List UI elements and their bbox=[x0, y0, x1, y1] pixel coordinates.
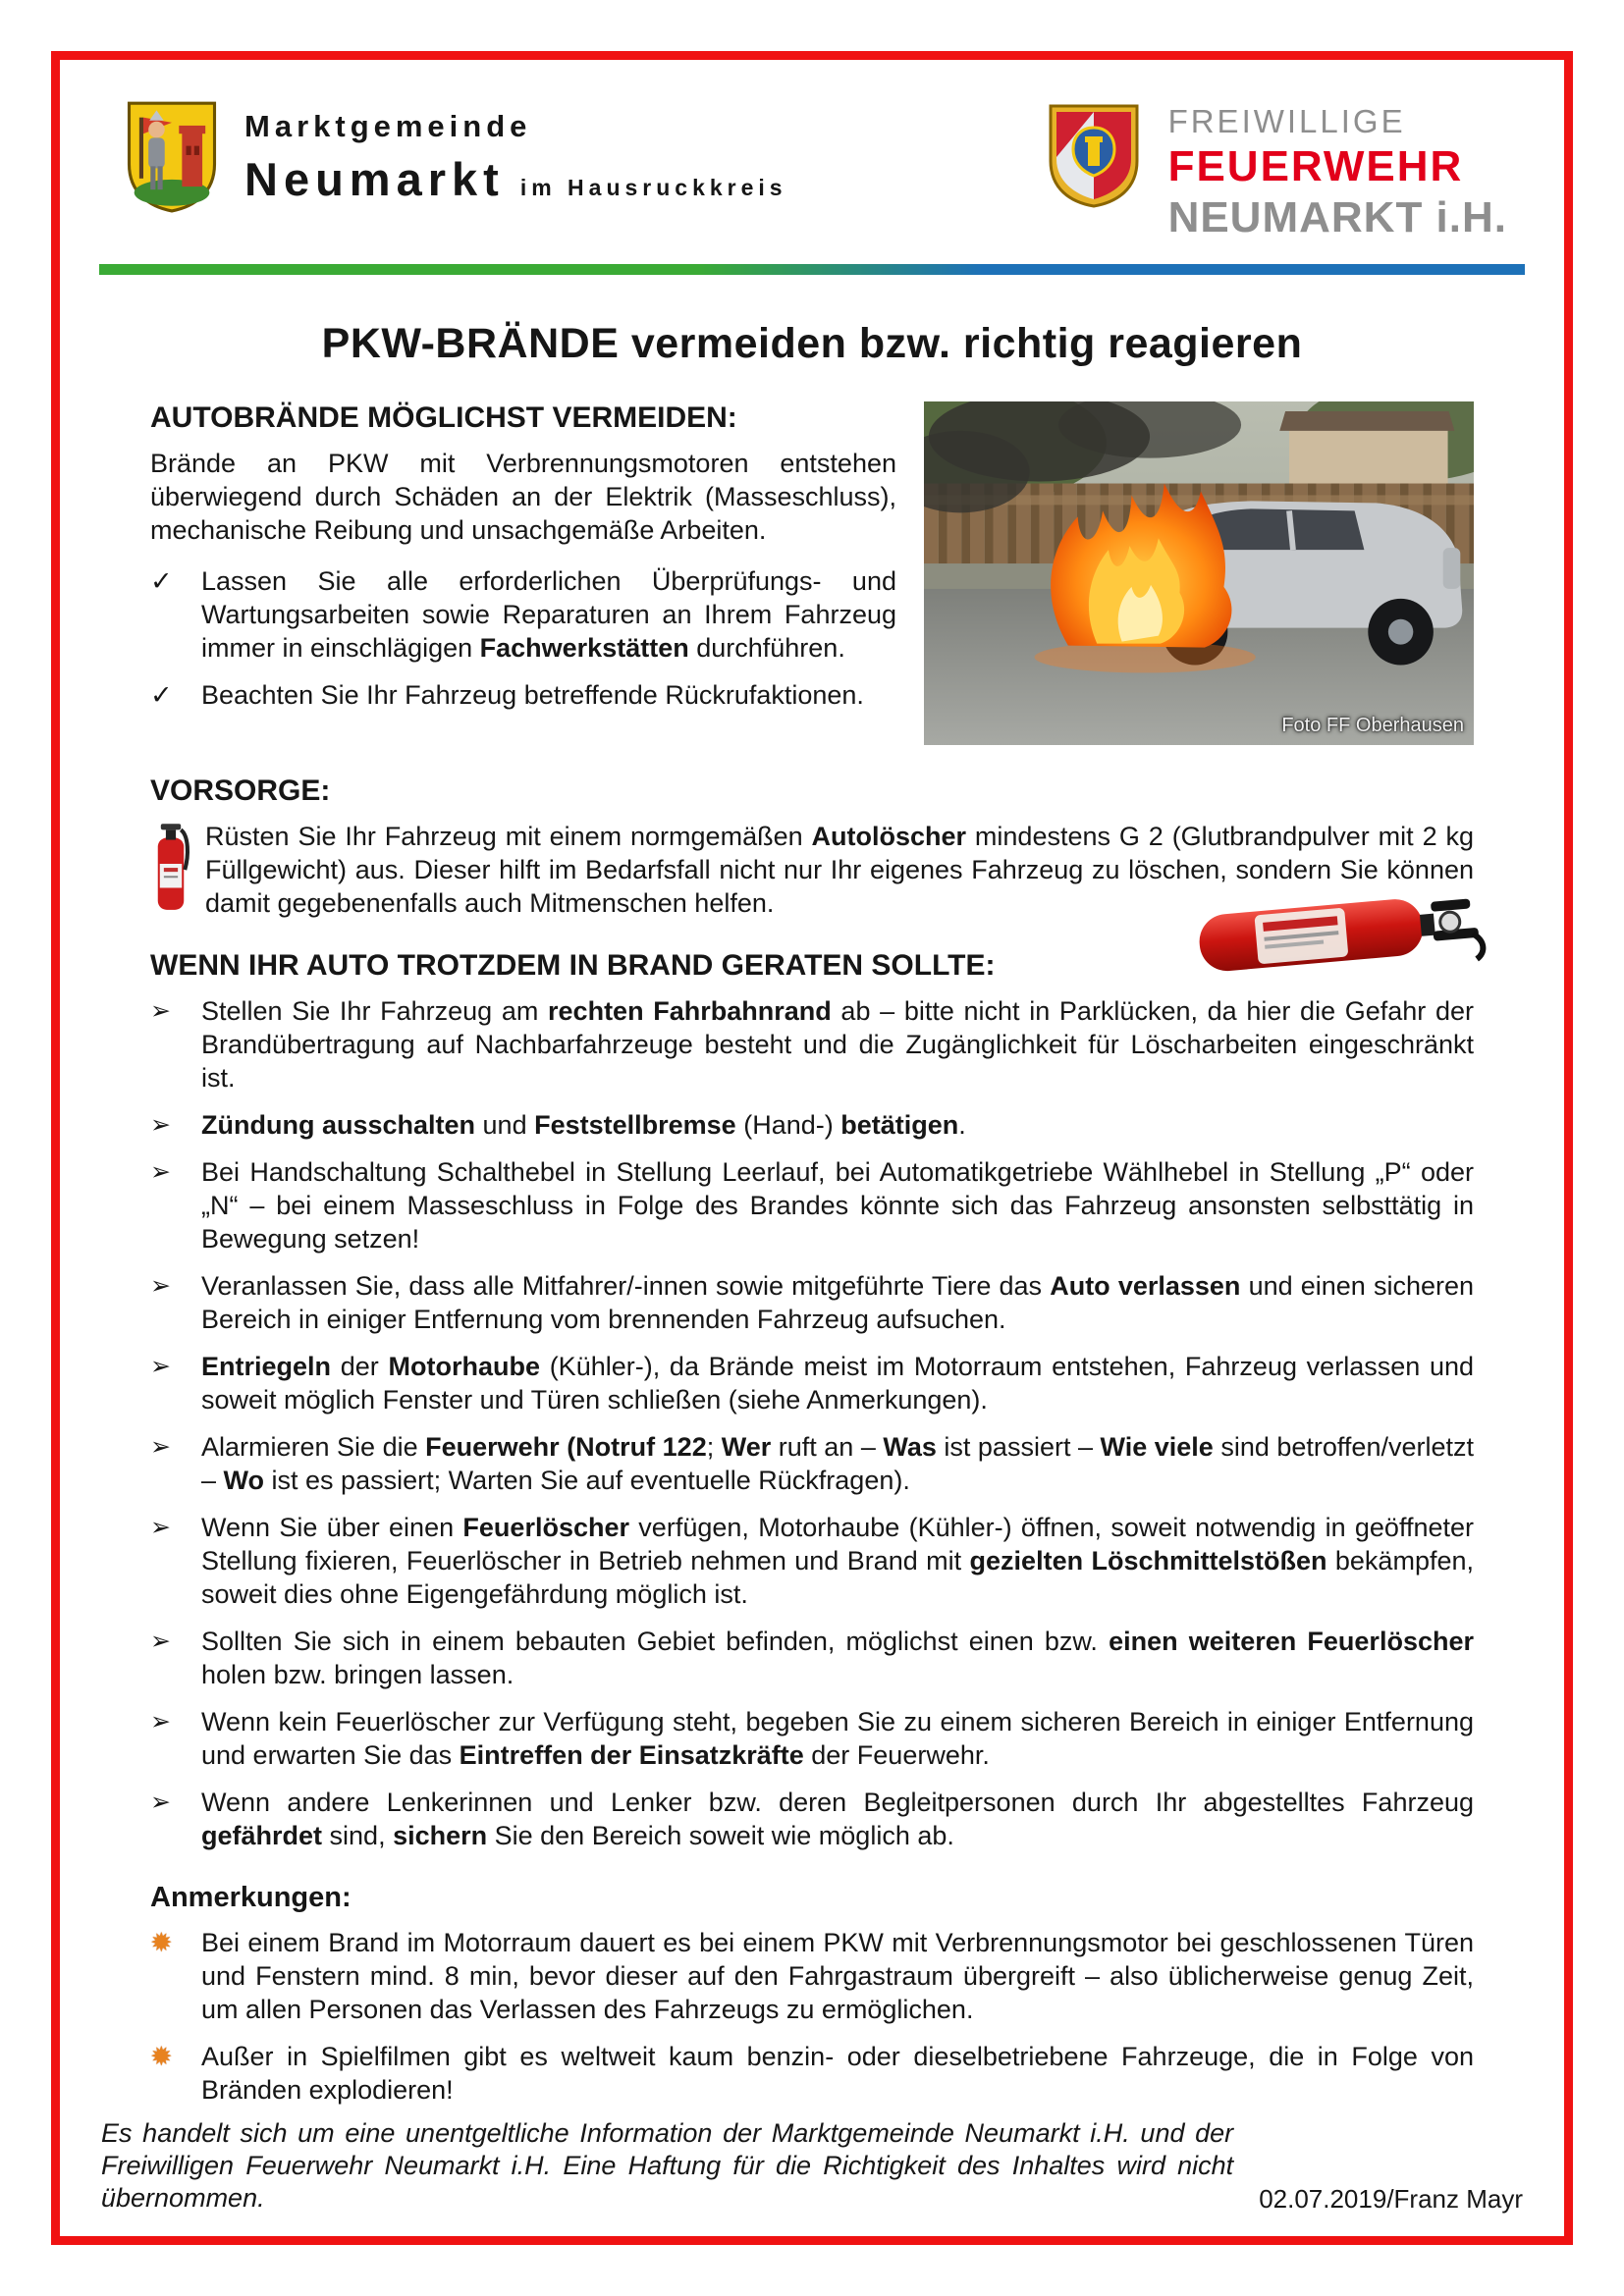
list-item bbox=[150, 994, 1474, 1095]
arrow-icon: ➢ bbox=[150, 1158, 171, 1186]
list-item-text: Veranlassen Sie, dass alle Mitfahrer/-innen sowie mitgeführte Tiere das Auto verlassen und einen sicheren Bereich in einiger Entfernung vom brennenden Fahrzeug aufsuchen. bbox=[201, 1271, 1475, 1334]
fire-brigade-wordmark bbox=[1168, 99, 1507, 242]
municipality-name: Neumarkt bbox=[244, 153, 505, 205]
arrow-icon: ➢ bbox=[150, 1789, 171, 1816]
list-item-text: Alarmieren Sie die Feuerwehr (Notruf 122; Wer ruft an – Was ist passiert – Wie viele sind betroffen/verletzt – Wo ist es passiert; Warten Sie auf eventuelle Rückfragen). bbox=[201, 1432, 1474, 1495]
arrow-icon: ➢ bbox=[150, 1353, 171, 1380]
list-item bbox=[150, 1430, 1474, 1497]
municipality-region: im Hausruckkreis bbox=[519, 175, 787, 200]
municipality-type: Marktgemeinde bbox=[244, 109, 532, 143]
page-title: PKW-BRÄNDE vermeiden bzw. richtig reagieren bbox=[321, 320, 1303, 367]
star-icon: ✹ bbox=[150, 1928, 173, 1957]
section-incident bbox=[150, 949, 1474, 1852]
check-item-text: Lassen Sie alle erforderlichen Überprüfungs- und Wartungsarbeiten sowie Reparaturen an Ihrem Fahrzeug immer in einschlägigen Fachwerkstätten durchführen. bbox=[201, 566, 896, 663]
list-item-text: Wenn kein Feuerlöscher zur Verfügung steht, begeben Sie zu einem sicheren Bereich in einiger Entfernung und erwarten Sie das Eintreffen der Einsatzkräfte der Feuerwehr. bbox=[201, 1707, 1474, 1770]
list-item bbox=[150, 1155, 1474, 1255]
arrow-icon: ➢ bbox=[150, 1433, 171, 1461]
brigade-line-feuerwehr: FEUERWEHR bbox=[1167, 142, 1464, 190]
arrow-icon: ➢ bbox=[150, 1111, 171, 1139]
note-item-text: Bei einem Brand im Motorraum dauert es bei einem PKW mit Verbrennungsmotor bei geschlossenen Türen und Fenstern mind. 8 min, bevor dieser auf den Fahrgastraum übergreift – also üblicherweise genug Zeit, um allen Personen das Verlassen des Fahrzeugs zu ermöglichen. bbox=[201, 1928, 1474, 2024]
list-item bbox=[150, 1350, 1474, 1416]
page-footer bbox=[101, 2117, 1523, 2215]
section-avoid bbox=[150, 401, 1474, 745]
arrow-icon: ➢ bbox=[150, 1514, 171, 1541]
municipality-block bbox=[125, 99, 787, 218]
fire-brigade-crest bbox=[1045, 99, 1143, 216]
check-item bbox=[150, 564, 896, 665]
brigade-line-freiwillige: FREIWILLIGE bbox=[1167, 103, 1406, 139]
fire-brigade-block bbox=[1045, 99, 1507, 242]
list-item-text: Bei Handschaltung Schalthebel in Stellung Leerlauf, bei Automatikgetriebe Wählhebel in Stellung „P“ oder „N“ – bei einem Masseschluss in Folge des Brandes könnte sich das Fahrzeug ansonsten selbsttätig in Bewegung setzen! bbox=[201, 1157, 1474, 1254]
list-item-text: Wenn Sie über einen Feuerlöscher verfügen, Motorhaube (Kühler-) öffnen, soweit notwendig in geöffneter Stellung fixieren, Feuerlöscher in Betrieb nehmen und Brand mit gezielten Löschmittelstößen bekämpfen, soweit dies ohne Eigengefährdung möglich ist. bbox=[201, 1513, 1474, 1609]
section-notes bbox=[150, 1882, 1474, 2107]
extinguisher-icon bbox=[150, 812, 205, 920]
section-heading-notes: Anmerkungen: bbox=[150, 1882, 352, 1913]
arrow-icon: ➢ bbox=[150, 997, 171, 1025]
list-item-text: Wenn andere Lenkerinnen und Lenker bzw. deren Begleitpersonen durch Ihr abgestelltes Fahrzeug gefährdet sind, sichern Sie den Bereich soweit wie möglich ab. bbox=[201, 1788, 1474, 1850]
list-item-text: Zündung ausschalten und Feststellbremse (Hand-) betätigen. bbox=[201, 1110, 966, 1140]
check-icon: ✓ bbox=[150, 566, 173, 596]
avoid-intro-paragraph: Brände an PKW mit Verbrennungsmotoren entstehen überwiegend durch Schäden an der Elektrik (Masseschluss), mechanische Reibung und unsachgemäße Arbeiten. bbox=[150, 449, 896, 545]
note-item-text: Außer in Spielfilmen gibt es weltweit kaum benzin- oder dieselbetriebene Fahrzeuge, die in Folge von Bränden explodieren! bbox=[201, 2042, 1474, 2105]
section-heading-avoid: AUTOBRÄNDE MÖGLICHST VERMEIDEN: bbox=[150, 401, 737, 434]
municipality-wordmark bbox=[244, 99, 787, 206]
list-item bbox=[150, 1705, 1474, 1772]
footer-disclaimer: Es handelt sich um eine unentgeltliche Information der Marktgemeinde Neumarkt i.H. und der Freiwilligen Feuerwehr Neumarkt i.H. Eine Haftung für die Richtigkeit des Inhaltes wird nicht übernommen. bbox=[101, 2118, 1234, 2213]
precaution-paragraph: Rüsten Sie Ihr Fahrzeug mit einem normgemäßen Autolöscher mindestens G 2 (Glutbrandpulver mit 2 kg Füllgewicht) aus. Dieser hilft im Bedarfsfall nicht nur Ihr eigenes Fahrzeug zu löschen, sondern Sie können damit gegebenenfalls auch Mitmenschen helfen. bbox=[205, 822, 1474, 918]
note-item bbox=[150, 1926, 1474, 2026]
arrow-icon: ➢ bbox=[150, 1628, 171, 1655]
star-icon: ✹ bbox=[150, 2042, 173, 2071]
list-item bbox=[150, 1786, 1474, 1852]
burning-car-photo bbox=[924, 401, 1474, 745]
list-item bbox=[150, 1625, 1474, 1691]
list-item bbox=[150, 1269, 1474, 1336]
list-item-text: Sollten Sie sich in einem bebauten Gebiet befinden, möglichst einen bzw. einen weiteren Feuerlöscher holen bzw. bringen lassen. bbox=[201, 1627, 1474, 1689]
list-item-text: Stellen Sie Ihr Fahrzeug am rechten Fahrbahnrand ab – bitte nicht in Parklücken, da hier die Gefahr der Brandübertragung auf Nachbarfahrzeuge besteht und die Zugänglichkeit für Löscharbeiten eingeschränkt ist. bbox=[201, 996, 1474, 1093]
check-icon: ✓ bbox=[150, 680, 173, 710]
list-item bbox=[150, 1108, 1474, 1142]
check-item-text: Beachten Sie Ihr Fahrzeug betreffende Rückrufaktionen. bbox=[201, 680, 864, 710]
note-item bbox=[150, 2040, 1474, 2107]
list-item-text: Entriegeln der Motorhaube (Kühler-), da Brände meist im Motorraum entstehen, Fahrzeug verlassen und soweit möglich Fenster und Türen schließen (siehe Anmerkungen). bbox=[201, 1352, 1474, 1415]
notes-list bbox=[150, 1926, 1474, 2107]
incident-list bbox=[150, 994, 1474, 1852]
section-heading-incident: WENN IHR AUTO TROTZDEM IN BRAND GERATEN SOLLTE: bbox=[150, 949, 996, 982]
check-list bbox=[150, 564, 896, 712]
page-frame bbox=[51, 51, 1573, 2245]
page-header bbox=[99, 93, 1525, 242]
header-divider-bar bbox=[99, 264, 1525, 275]
arrow-icon: ➢ bbox=[150, 1272, 171, 1300]
municipal-coat-of-arms bbox=[125, 99, 219, 218]
list-item bbox=[150, 1511, 1474, 1611]
brigade-line-neumarkt: NEUMARKT i.H. bbox=[1167, 193, 1507, 241]
photo-caption: Foto FF Oberhausen bbox=[1281, 715, 1464, 736]
check-item bbox=[150, 678, 896, 712]
footer-date: 02.07.2019/Franz Mayr bbox=[1259, 2184, 1523, 2214]
section-heading-precaution: VORSORGE: bbox=[150, 774, 331, 807]
arrow-icon: ➢ bbox=[150, 1708, 171, 1735]
